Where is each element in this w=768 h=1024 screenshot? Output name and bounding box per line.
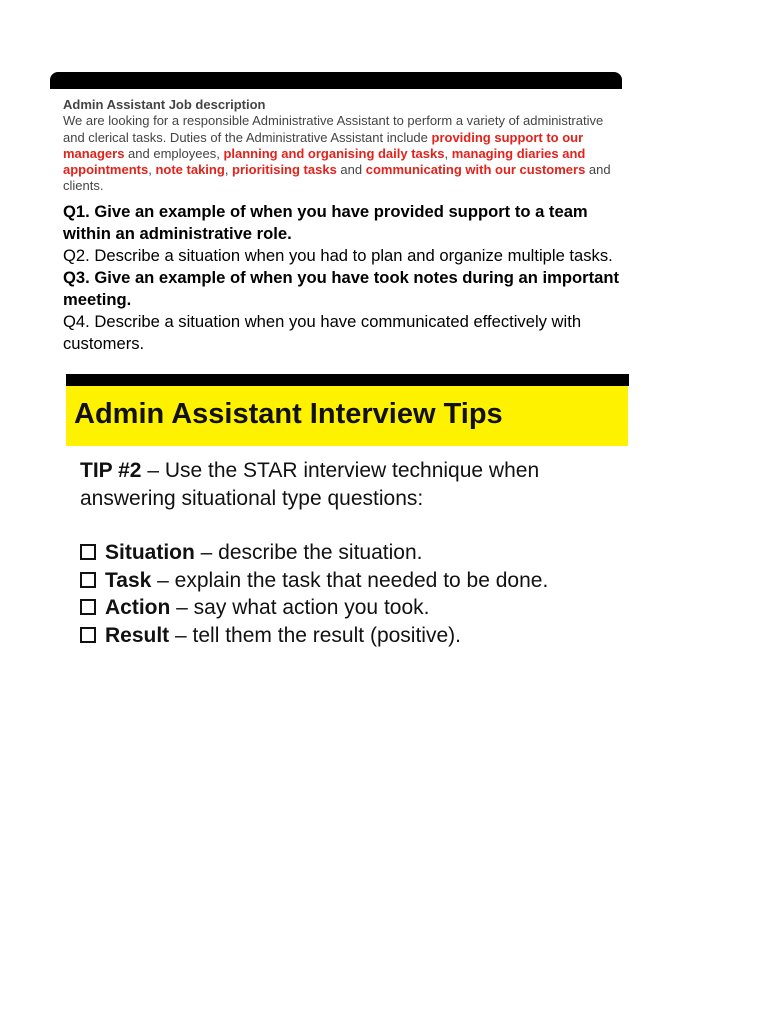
star-step-name: Action — [105, 596, 171, 619]
list-item — [80, 622, 680, 650]
list-item — [80, 567, 680, 595]
job-description-title: Admin Assistant Job description — [63, 97, 266, 112]
star-step-name: Situation — [105, 541, 195, 564]
duty-separator: and — [336, 162, 366, 178]
checkbox-icon — [80, 627, 96, 643]
star-technique-list — [80, 539, 680, 649]
question-4: Q4. Describe a situation when you have communicated effectively with customers. — [63, 312, 582, 353]
tips-banner-title: Admin Assistant Interview Tips — [74, 398, 503, 430]
tips-banner — [66, 386, 628, 446]
duty-separator: and employees, — [124, 145, 224, 161]
tip-body: – Use the STAR interview technique when answering situational type questions: — [80, 459, 540, 510]
star-step-desc: – tell them the result (positive). — [169, 623, 461, 647]
checkbox-icon — [80, 572, 96, 588]
question-2: Q2. Describe a situation when you had to plan and organize multiple tasks. — [63, 246, 613, 265]
question-1: Q1. Give an example of when you have provided support to a team within an administrative role. — [63, 202, 588, 243]
duty-highlight: providing support to our managers — [63, 129, 584, 161]
duty-highlight: planning and organising daily tasks — [223, 145, 445, 161]
job-description-section — [63, 97, 623, 195]
star-step-name: Task — [105, 568, 152, 592]
checkbox-icon — [80, 544, 96, 560]
checkbox-icon — [80, 599, 96, 615]
section-divider-bar — [66, 374, 629, 386]
interview-questions — [63, 201, 623, 355]
duty-separator: , — [148, 162, 156, 178]
star-step-desc: – explain the task that needed to be done. — [151, 568, 549, 592]
star-step-desc: – say what action you took. — [170, 596, 430, 619]
job-description-body — [63, 113, 623, 194]
duty-separator: , — [224, 162, 233, 178]
duty-highlight: note taking — [155, 162, 225, 178]
list-item — [80, 539, 680, 567]
star-step-name: Result — [105, 623, 170, 647]
question-3: Q3. Give an example of when you have took notes during an important meeting. — [63, 268, 619, 309]
duty-highlight: managing diaries and appointments — [63, 145, 586, 178]
job-outro-text: and clients. — [63, 162, 611, 194]
star-step-desc: – describe the situation. — [194, 541, 423, 564]
list-item — [80, 594, 680, 622]
duty-separator: , — [444, 145, 452, 161]
tip-paragraph — [80, 457, 640, 512]
duty-highlight: communicating with our customers — [365, 162, 586, 178]
duty-highlight: prioritising tasks — [232, 162, 337, 178]
tip-label: TIP #2 — [80, 459, 142, 482]
top-divider-bar — [50, 72, 622, 89]
job-intro-text: We are looking for a responsible Administrative Assistant to perform a variety of administrative and clerical tasks. Duties of the Administrative Assistant include — [63, 113, 604, 145]
